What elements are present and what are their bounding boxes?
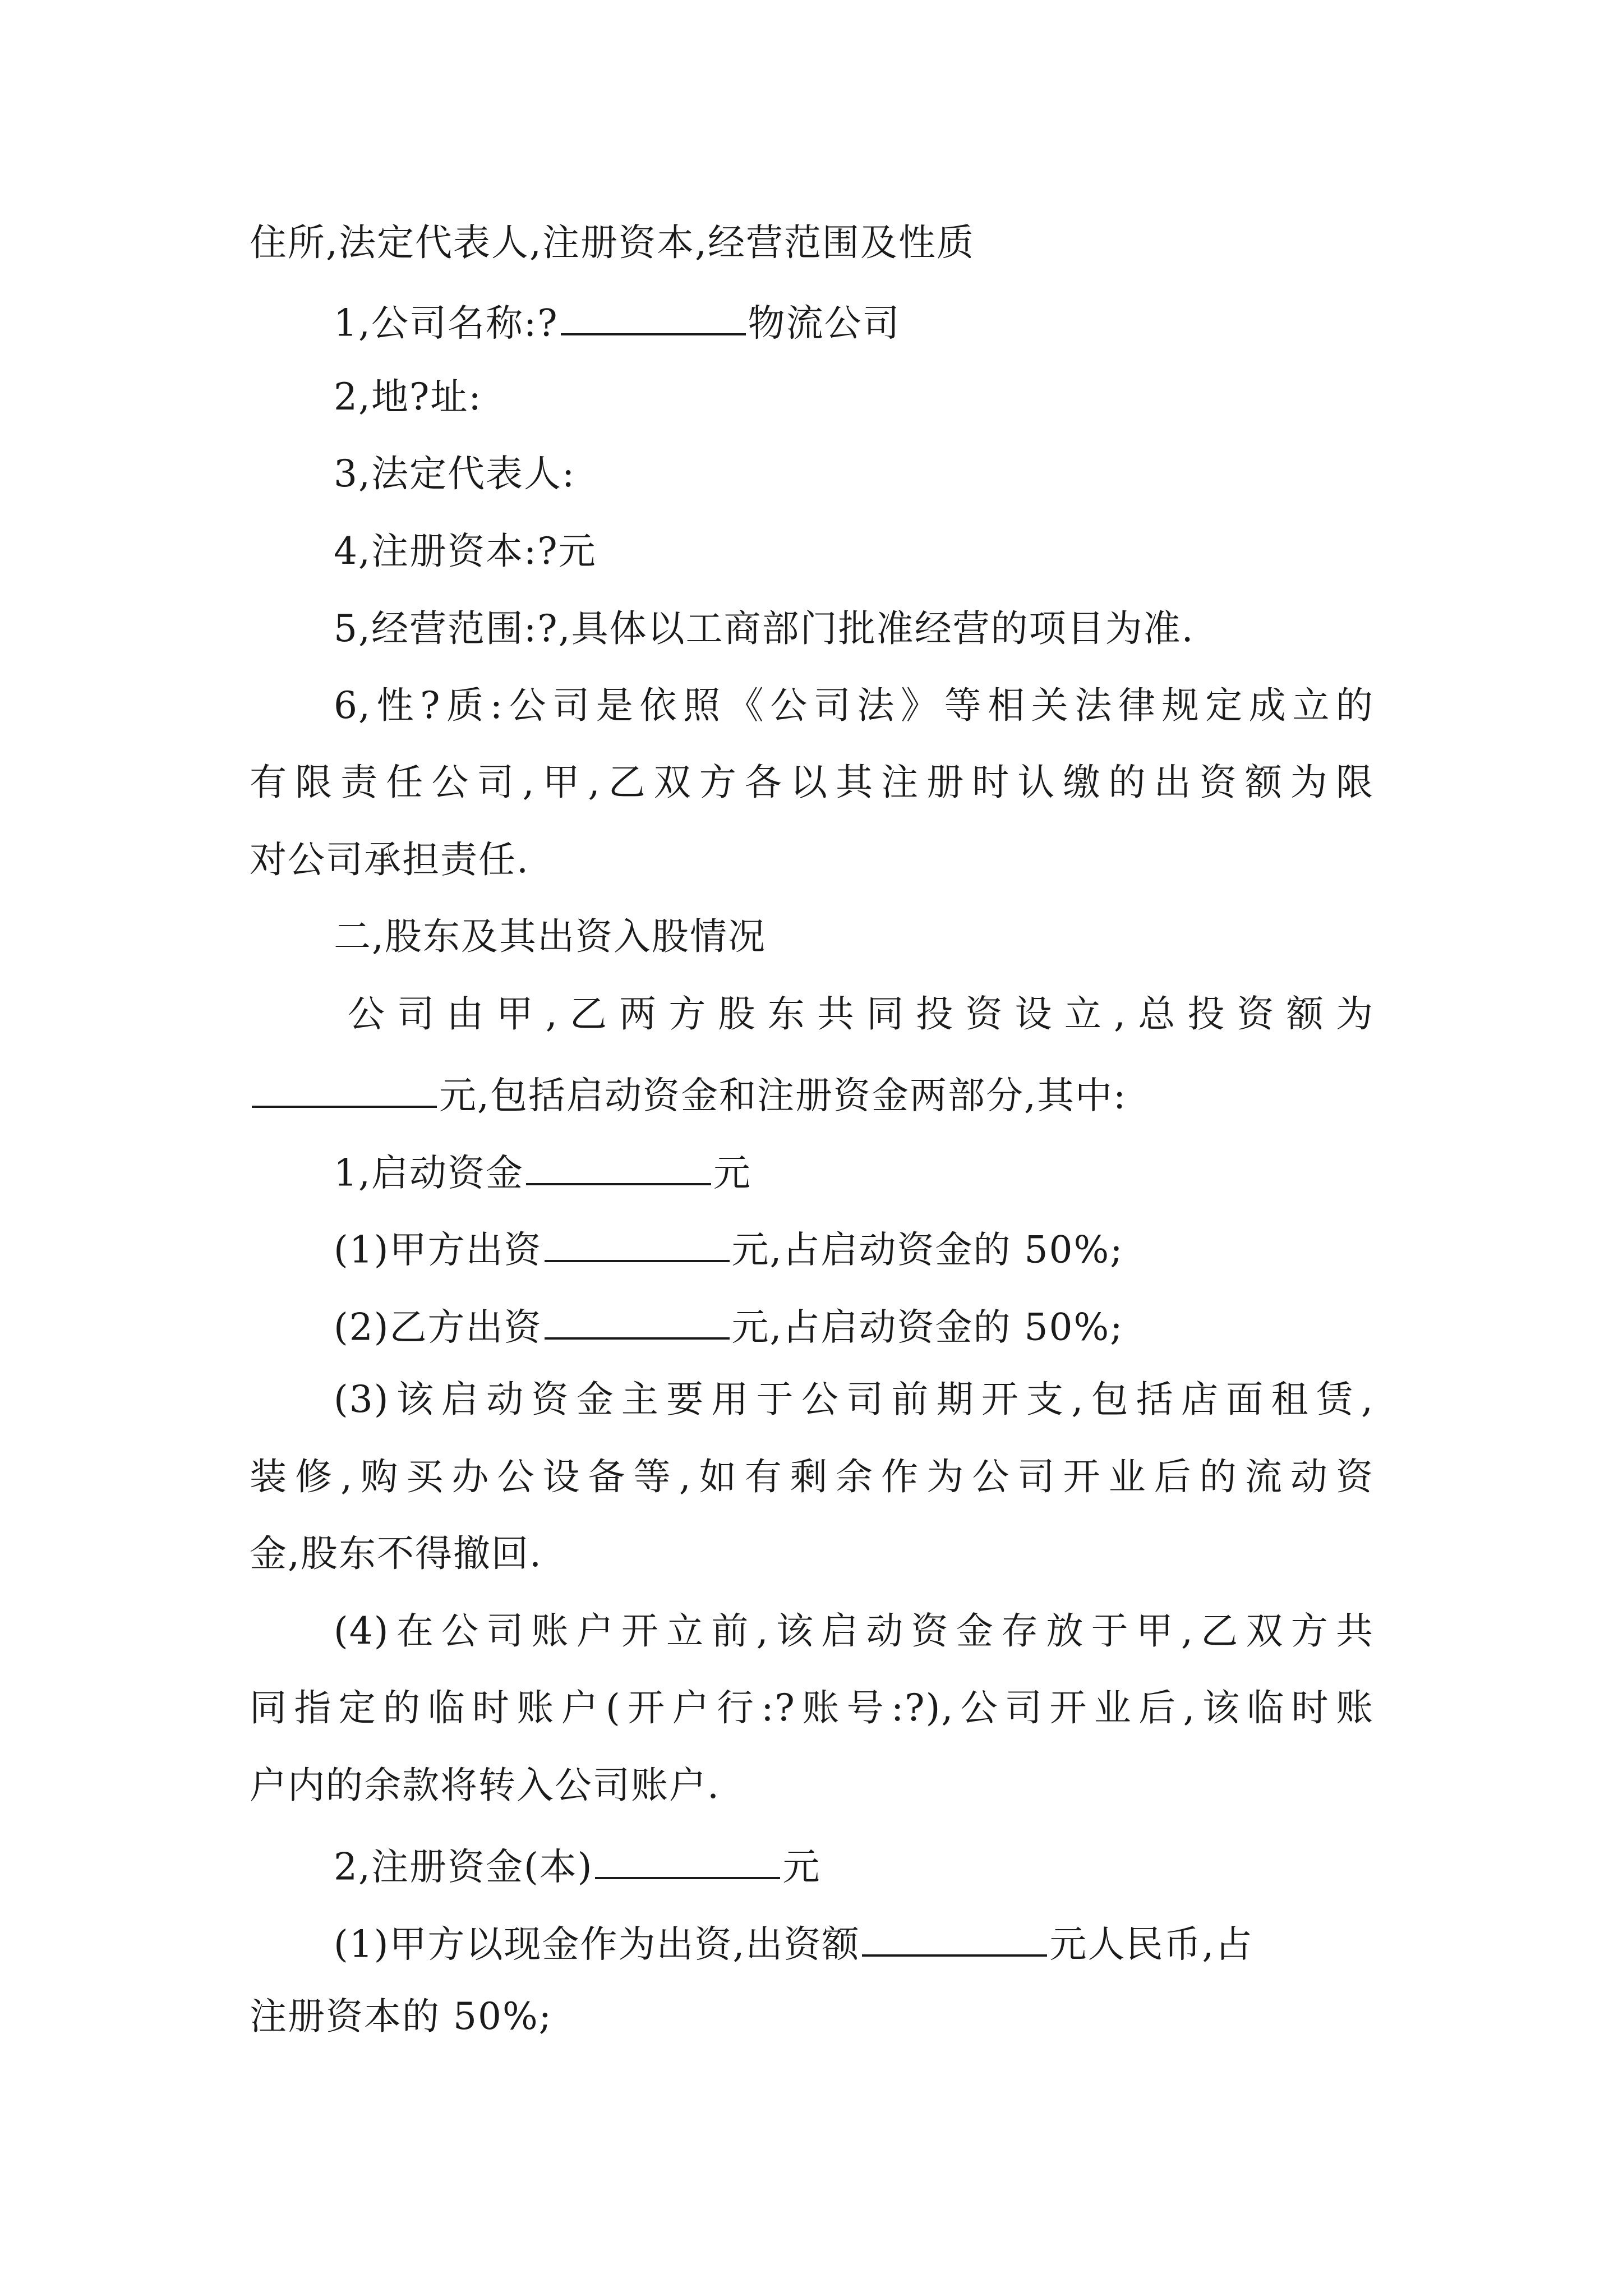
text-line: [250, 1455, 1374, 1498]
text-run: 物流公司: [748, 301, 901, 345]
text-run: 1,公司名称:?: [334, 301, 559, 345]
text-line: [334, 1844, 821, 1889]
text-line: [250, 221, 975, 264]
fill-in-blank: [526, 1150, 711, 1185]
fill-in-blank: [862, 1921, 1047, 1957]
text-run: 3,法定代表人:: [334, 452, 576, 495]
text-line: [250, 838, 529, 881]
text-run: 元: [782, 1845, 821, 1889]
text-line: [334, 530, 597, 573]
text-run: 元人民币,占: [1049, 1922, 1253, 1966]
text-line: [334, 1921, 1253, 1966]
text-line: [348, 992, 1374, 1036]
text-run: 5,经营范围:?,具体以工商部门批准经营的项目为准.: [334, 607, 1195, 650]
text-run: 装修,购买办公设备等,如有剩余作为公司开业后的流动资: [250, 1455, 1374, 1498]
text-run: 元,包括启动资金和注册资金两部分,其中:: [439, 1074, 1127, 1117]
text-run: 元,占启动资金的 50%;: [731, 1305, 1124, 1349]
text-line: [334, 452, 576, 495]
text-line: [334, 1227, 1124, 1272]
text-line: [334, 375, 482, 418]
text-line: [250, 1764, 720, 1807]
text-run: 元,占启动资金的 50%;: [731, 1228, 1124, 1272]
fill-in-blank: [545, 1304, 730, 1340]
text-run: 同指定的临时账户(开户行:?账号:?),公司开业后,该临时账: [250, 1686, 1374, 1729]
text-line: [334, 684, 1374, 727]
text-line: [334, 1150, 751, 1195]
text-line: [250, 1532, 542, 1575]
text-line: [334, 915, 766, 958]
text-run: 6,性?质:公司是依照《公司法》等相关法律规定成立的: [334, 684, 1374, 727]
text-run: 2,地?址:: [334, 375, 482, 418]
text-line: [250, 761, 1374, 804]
text-run: (4)在公司账户开立前,该启动资金存放于甲,乙双方共: [334, 1609, 1374, 1653]
text-run: 金,股东不得撤回.: [250, 1532, 542, 1575]
text-line: [250, 1686, 1374, 1729]
text-line: [334, 1378, 1374, 1421]
text-run: 1,启动资金: [334, 1151, 524, 1195]
text-run: 有限责任公司,甲,乙双方各以其注册时认缴的出资额为限: [250, 761, 1374, 804]
text-line: [250, 1073, 1127, 1117]
text-run: 对公司承担责任.: [250, 838, 529, 881]
fill-in-blank: [252, 1073, 437, 1108]
text-run: 2,注册资金(本): [334, 1845, 593, 1889]
text-run: 住所,法定代表人,注册资本,经营范围及性质: [250, 221, 975, 264]
text-line: [334, 1304, 1124, 1349]
text-run: 公司由甲,乙两方股东共同投资设立,总投资额为: [348, 992, 1374, 1036]
text-run: (2)乙方出资: [334, 1305, 542, 1349]
text-run: (3)该启动资金主要用于公司前期开支,包括店面租赁,: [334, 1378, 1374, 1421]
fill-in-blank: [561, 300, 746, 335]
text-run: (1)甲方出资: [334, 1228, 542, 1272]
text-line: [250, 1995, 552, 2038]
text-run: 元: [713, 1151, 751, 1195]
text-run: (1)甲方以现金作为出资,出资额: [334, 1922, 860, 1966]
text-run: 户内的余款将转入公司账户.: [250, 1764, 720, 1807]
fill-in-blank: [595, 1844, 780, 1879]
text-line: [334, 300, 901, 345]
text-line: [334, 607, 1195, 650]
fill-in-blank: [545, 1227, 730, 1262]
text-line: [334, 1609, 1374, 1653]
text-run: 二,股东及其出资入股情况: [334, 915, 766, 958]
text-run: 注册资本的 50%;: [250, 1995, 552, 2038]
text-run: 4,注册资本:?元: [334, 530, 597, 573]
